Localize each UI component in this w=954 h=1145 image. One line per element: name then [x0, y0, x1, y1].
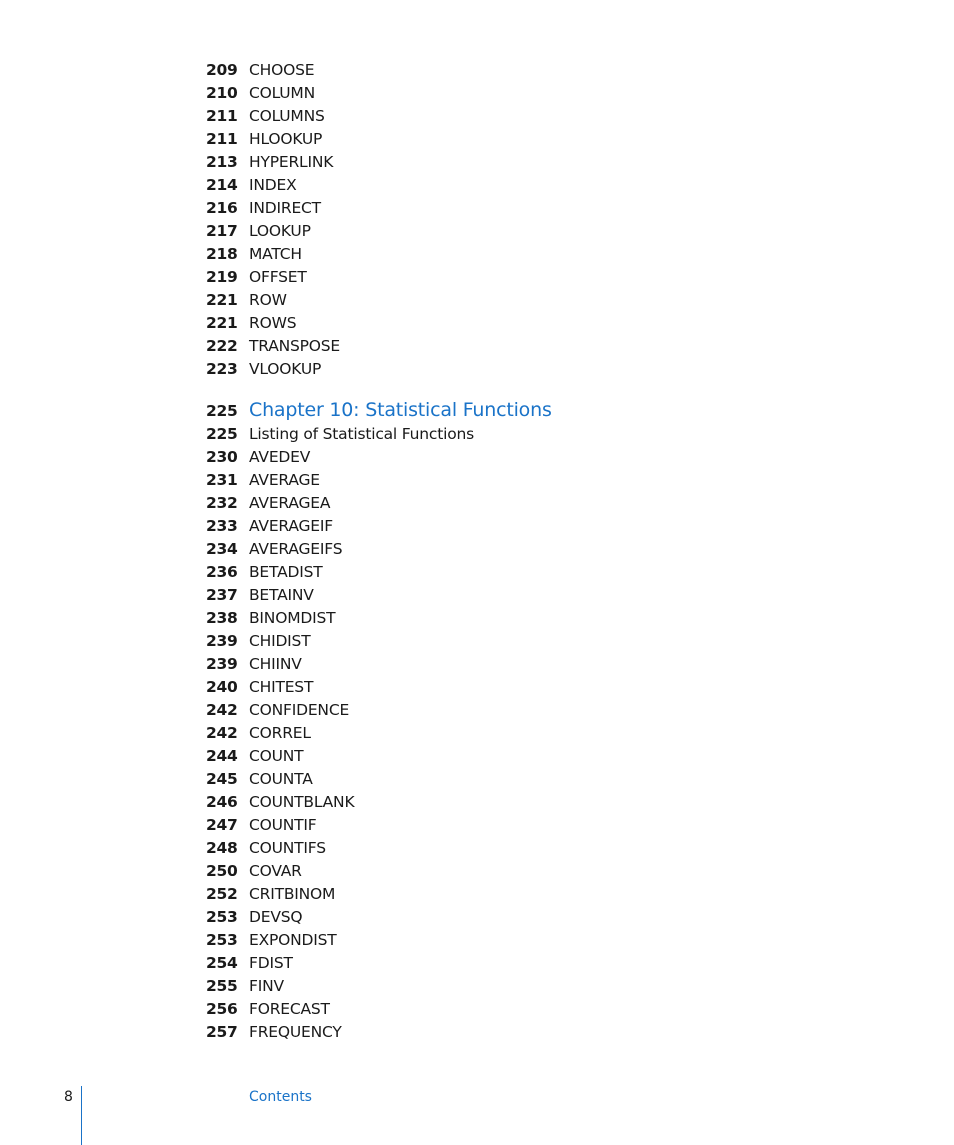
toc-entry-title[interactable]: CHIDIST [249, 632, 311, 650]
toc-entry-title[interactable]: HLOOKUP [249, 130, 323, 148]
toc-entry[interactable] [0, 446, 954, 469]
chapter-heading[interactable] [0, 398, 954, 423]
toc-page-number: 250 [206, 862, 238, 880]
toc-entry-title[interactable]: VLOOKUP [249, 360, 322, 378]
toc-entry[interactable] [0, 1021, 954, 1044]
toc-entry[interactable] [0, 105, 954, 128]
toc-entry[interactable] [0, 630, 954, 653]
chapter-page-number: 225 [206, 402, 238, 420]
toc-entry-title[interactable]: BETADIST [249, 563, 323, 581]
toc-entry[interactable] [0, 768, 954, 791]
toc-entry-title[interactable]: AVERAGEA [249, 494, 331, 512]
toc-entry[interactable] [0, 699, 954, 722]
toc-page-number: 253 [206, 908, 238, 926]
toc-entry-title[interactable]: ROWS [249, 314, 297, 332]
toc-entry[interactable] [0, 676, 954, 699]
toc-entry[interactable] [0, 423, 954, 446]
toc-entry-title[interactable]: FDIST [249, 954, 293, 972]
footer-divider [81, 1086, 82, 1145]
toc-page-number: 239 [206, 655, 238, 673]
toc-entry-title[interactable]: DEVSQ [249, 908, 303, 926]
toc-entry[interactable] [0, 82, 954, 105]
toc-page-number: 244 [206, 747, 238, 765]
toc-entry-title[interactable]: CONFIDENCE [249, 701, 350, 719]
toc-entry[interactable] [0, 883, 954, 906]
toc-entry-title[interactable]: CORREL [249, 724, 311, 742]
toc-page-number: 255 [206, 977, 238, 995]
toc-page-number: 231 [206, 471, 238, 489]
toc-page-number: 211 [206, 130, 238, 148]
toc-page-number: 242 [206, 701, 238, 719]
toc-entry-title[interactable]: BETAINV [249, 586, 314, 604]
toc-page-number: 254 [206, 954, 238, 972]
toc-page-number: 236 [206, 563, 238, 581]
footer-section-link[interactable]: Contents [249, 1089, 312, 1105]
toc-entry[interactable] [0, 561, 954, 584]
toc-entry[interactable] [0, 174, 954, 197]
toc-entry-title[interactable]: FREQUENCY [249, 1023, 342, 1041]
toc-page-number: 214 [206, 176, 238, 194]
toc-page-number: 257 [206, 1023, 238, 1041]
toc-page-number: 233 [206, 517, 238, 535]
toc-entry-title[interactable]: COUNTIF [249, 816, 317, 834]
toc-entry[interactable] [0, 197, 954, 220]
toc-page-number: 247 [206, 816, 238, 834]
toc-list-lookup-functions [0, 59, 954, 381]
toc-entry-title[interactable]: FORECAST [249, 1000, 330, 1018]
toc-entry-title[interactable]: CRITBINOM [249, 885, 336, 903]
toc-entry-title[interactable]: AVERAGEIFS [249, 540, 343, 558]
toc-entry[interactable] [0, 335, 954, 358]
toc-page-number: 230 [206, 448, 238, 466]
toc-page-number: 221 [206, 314, 238, 332]
toc-page-number: 238 [206, 609, 238, 627]
toc-entry-title[interactable]: Listing of Statistical Functions [249, 425, 474, 443]
toc-entry-title[interactable]: COUNTA [249, 770, 313, 788]
toc-entry[interactable] [0, 220, 954, 243]
toc-entry-title[interactable]: OFFSET [249, 268, 307, 286]
toc-entry[interactable] [0, 469, 954, 492]
toc-entry[interactable] [0, 584, 954, 607]
toc-entry[interactable] [0, 814, 954, 837]
toc-entry[interactable] [0, 128, 954, 151]
toc-entry-title[interactable]: MATCH [249, 245, 302, 263]
toc-page-number: 213 [206, 153, 238, 171]
toc-entry[interactable] [0, 59, 954, 82]
toc-page-number: 245 [206, 770, 238, 788]
toc-entry-title[interactable]: COUNTIFS [249, 839, 326, 857]
toc-entry-title[interactable]: EXPONDIST [249, 931, 337, 949]
toc-entry-title[interactable]: AVERAGEIF [249, 517, 333, 535]
toc-entry[interactable] [0, 243, 954, 266]
toc-page-number: 219 [206, 268, 238, 286]
toc-entry-title[interactable]: COLUMNS [249, 107, 325, 125]
toc-entry[interactable] [0, 745, 954, 768]
toc-entry-title[interactable]: INDEX [249, 176, 297, 194]
chapter-title[interactable]: Chapter 10: Statistical Functions [249, 399, 552, 421]
toc-entry[interactable] [0, 975, 954, 998]
toc-entry[interactable] [0, 312, 954, 335]
toc-entry-title[interactable]: COUNTBLANK [249, 793, 355, 811]
toc-page-number: 222 [206, 337, 238, 355]
toc-entry[interactable] [0, 289, 954, 312]
toc-page-number: 225 [206, 425, 238, 443]
toc-entry[interactable] [0, 906, 954, 929]
toc-page-number: 253 [206, 931, 238, 949]
toc-page-number: 232 [206, 494, 238, 512]
toc-entry-title[interactable]: CHIINV [249, 655, 302, 673]
toc-entry[interactable] [0, 358, 954, 381]
toc-page-number: 218 [206, 245, 238, 263]
toc-entry-title[interactable]: LOOKUP [249, 222, 311, 240]
toc-entry[interactable] [0, 151, 954, 174]
toc-entry[interactable] [0, 266, 954, 289]
toc-entry-title[interactable]: COVAR [249, 862, 302, 880]
toc-entry-title[interactable]: INDIRECT [249, 199, 321, 217]
toc-entry[interactable] [0, 515, 954, 538]
toc-page-number: 248 [206, 839, 238, 857]
toc-page-number: 256 [206, 1000, 238, 1018]
toc-entry-title[interactable]: CHITEST [249, 678, 314, 696]
toc-entry[interactable] [0, 929, 954, 952]
toc-entry-title[interactable]: CHOOSE [249, 61, 315, 79]
toc-entry[interactable] [0, 998, 954, 1021]
toc-page-number: 252 [206, 885, 238, 903]
toc-page-number: 234 [206, 540, 238, 558]
toc-page-number: 217 [206, 222, 238, 240]
toc-page-number: 210 [206, 84, 238, 102]
toc-entry[interactable] [0, 837, 954, 860]
toc-entry-title[interactable]: AVEDEV [249, 448, 311, 466]
toc-page-number: 246 [206, 793, 238, 811]
toc-page-number: 240 [206, 678, 238, 696]
toc-page-number: 239 [206, 632, 238, 650]
toc-entry-title[interactable]: FINV [249, 977, 284, 995]
toc-entry[interactable] [0, 860, 954, 883]
footer-page-number: 8 [64, 1089, 73, 1105]
toc-entry[interactable] [0, 952, 954, 975]
toc-entry-title[interactable]: COUNT [249, 747, 304, 765]
toc-page-number: 211 [206, 107, 238, 125]
toc-entry[interactable] [0, 722, 954, 745]
toc-entry-title[interactable]: ROW [249, 291, 287, 309]
toc-page-number: 223 [206, 360, 238, 378]
toc-entry[interactable] [0, 492, 954, 515]
toc-list-statistical-functions [0, 398, 954, 1044]
toc-page-number: 209 [206, 61, 238, 79]
toc-page-number: 237 [206, 586, 238, 604]
toc-page-number: 221 [206, 291, 238, 309]
toc-entry-title[interactable]: BINOMDIST [249, 609, 336, 627]
toc-entry-title[interactable]: COLUMN [249, 84, 315, 102]
toc-entry-title[interactable]: TRANSPOSE [249, 337, 341, 355]
toc-page-number: 242 [206, 724, 238, 742]
toc-entry-title[interactable]: HYPERLINK [249, 153, 334, 171]
toc-entry[interactable] [0, 538, 954, 561]
toc-entry-title[interactable]: AVERAGE [249, 471, 320, 489]
toc-entry[interactable] [0, 607, 954, 630]
toc-page-number: 216 [206, 199, 238, 217]
toc-entry[interactable] [0, 791, 954, 814]
toc-entry[interactable] [0, 653, 954, 676]
